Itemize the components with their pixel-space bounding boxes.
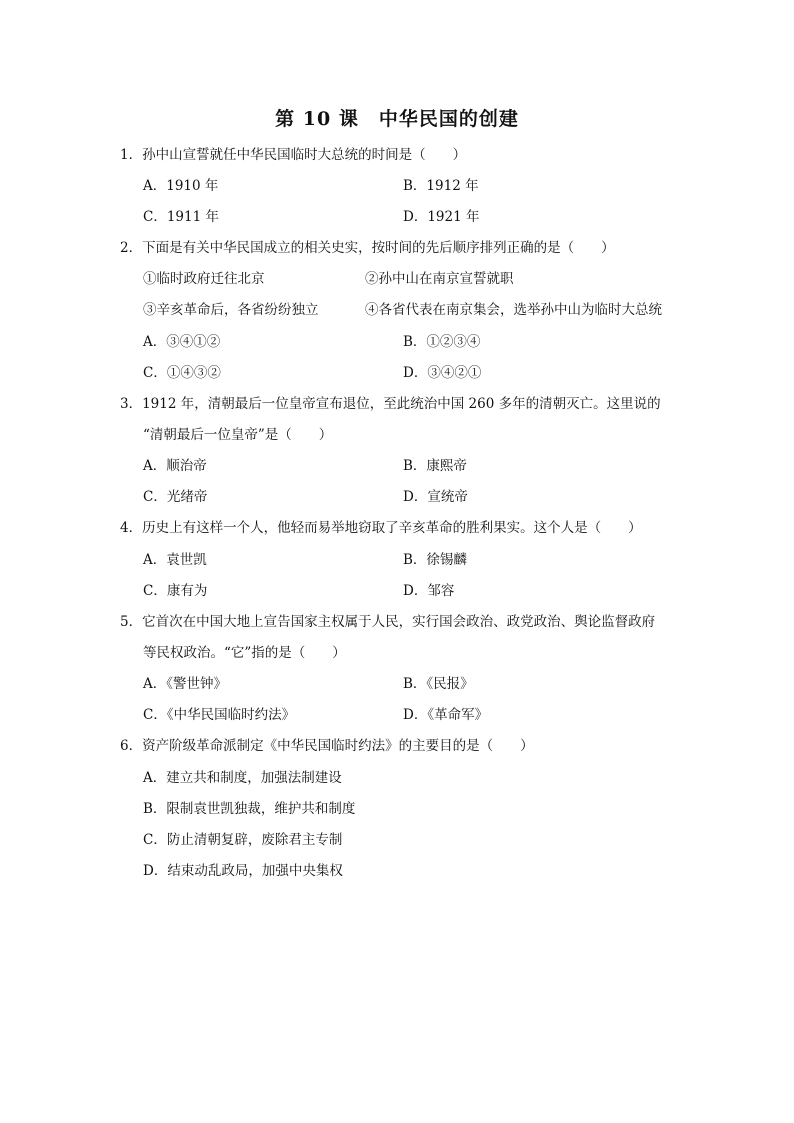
question-1-option-b: B．1912 年 xyxy=(403,178,479,194)
question-5-option-d: D．《革命军》 xyxy=(403,707,489,723)
question-1-option-d: D．1921 年 xyxy=(403,209,480,225)
question-6-option-d: D．结束动乱政局，加强中央集权 xyxy=(143,863,343,879)
question-6-option-c: C．防止清朝复辟，废除君主专制 xyxy=(143,832,343,848)
question-5-option-a: A．《警世钟》 xyxy=(143,676,227,692)
lesson-title: 第 10 课 中华民国的创建 xyxy=(275,108,519,130)
question-2-option-a: A．③④①② xyxy=(143,334,221,350)
question-6-option-b: B．限制袁世凯独裁，维护共和制度 xyxy=(143,801,356,817)
question-4-option-c: C．康有为 xyxy=(143,583,208,599)
question-2-option-d: D．③④②① xyxy=(403,365,482,381)
question-5-option-b: B．《民报》 xyxy=(403,676,474,692)
question-4-option-b: B．徐锡麟 xyxy=(403,552,467,568)
question-3-option-d: D．宣统帝 xyxy=(403,489,468,505)
question-2-stem: 2．下面是有关中华民国成立的相关史实，按时间的先后顺序排列正确的是（ ） xyxy=(120,240,615,256)
question-6-option-a: A．建立共和制度，加强法制建设 xyxy=(143,770,342,786)
question-1-stem: 1．孙中山宣誓就任中华民国临时大总统的时间是（ ） xyxy=(120,147,467,163)
question-3-stem-line-1: 3．1912 年，清朝最后一位皇帝宣布退位，至此统治中国 260 多年的清朝灭亡。这里说的 xyxy=(120,396,661,412)
question-5-option-c: C．《中华民国临时约法》 xyxy=(143,707,296,723)
question-3-option-a: A．顺治帝 xyxy=(143,458,207,474)
question-2-fact-1: ①临时政府迁往北京 xyxy=(143,271,265,287)
question-4-option-d: D．邹容 xyxy=(403,583,455,599)
question-3-option-c: C．光绪帝 xyxy=(143,489,208,505)
question-1-option-c: C．1911 年 xyxy=(143,209,219,225)
question-4-option-a: A．袁世凯 xyxy=(143,552,207,568)
question-1-option-a: A．1910 年 xyxy=(143,178,219,194)
question-2-option-b: B．①②③④ xyxy=(403,334,481,350)
question-2-fact-3: ③辛亥革命后，各省纷纷独立 xyxy=(143,302,319,318)
question-2-option-c: C．①④③② xyxy=(143,365,221,381)
question-2-fact-4: ④各省代表在南京集会，选举孙中山为临时大总统 xyxy=(365,302,662,318)
question-5-stem-line-1: 5．它首次在中国大地上宣告国家主权属于人民，实行国会政治、政党政治、舆论监督政府 xyxy=(120,614,656,630)
question-4-stem: 4．历史上有这样一个人，他轻而易举地窃取了辛亥革命的胜利果实。这个人是（ ） xyxy=(120,520,642,536)
question-5-stem-line-2: 等民权政治。“它”指的是（ ） xyxy=(143,645,346,661)
question-6-stem: 6．资产阶级革命派制定《中华民国临时约法》的主要目的是（ ） xyxy=(120,738,534,754)
question-2-fact-2: ②孙中山在南京宣誓就职 xyxy=(365,271,514,287)
question-3-option-b: B．康熙帝 xyxy=(403,458,467,474)
question-3-stem-line-2: “清朝最后一位皇帝”是（ ） xyxy=(143,427,333,443)
